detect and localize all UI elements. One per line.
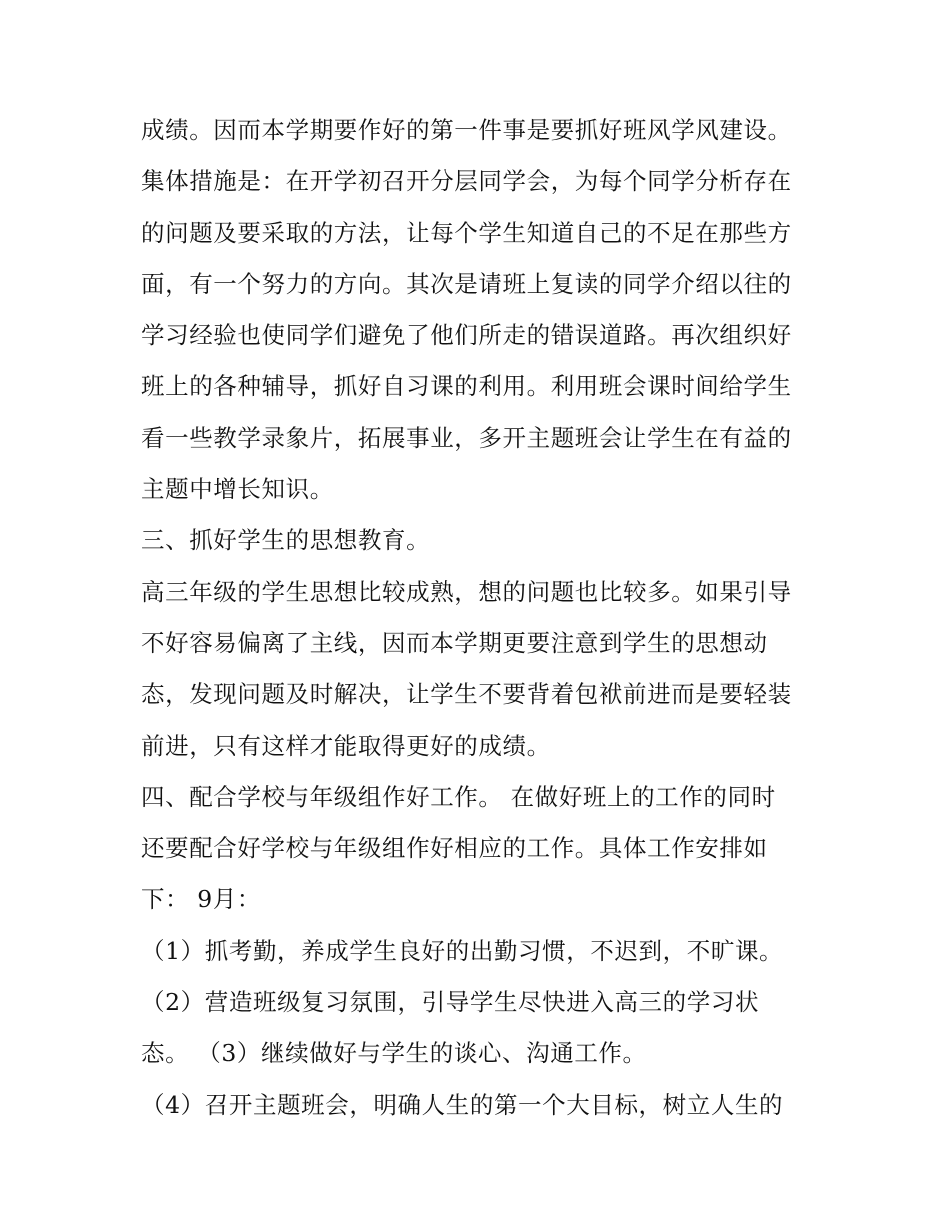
text-line: 主题中增长知识。 — [141, 475, 334, 504]
section-heading: 四、配合学校与年级组作好工作。 在做好班上的工作的同时 — [141, 782, 776, 811]
list-item: （1）抓考勤，养成学生良好的出勤习惯，不迟到，不旷课。 — [141, 936, 784, 965]
text-line: 不好容易偏离了主线，因而本学期更要注意到学生的思想动 — [141, 628, 768, 657]
text-line: 面，有一个努力的方向。其次是请班上复读的同学介绍以往的 — [141, 269, 792, 298]
section-heading: 三、抓好学生的思想教育。 — [141, 526, 431, 555]
list-item: （2）营造班级复习氛围，引导学生尽快进入高三的学习状 — [141, 988, 760, 1017]
text-line: 还要配合好学校与年级组作好相应的工作。具体工作安排如 — [141, 834, 768, 863]
text-line: 成绩。因而本学期要作好的第一件事是要抓好班风学风建设。 — [141, 116, 792, 144]
list-item: （4）召开主题班会，明确人生的第一个大目标，树立人生的 — [141, 1090, 784, 1119]
document-body — [141, 105, 821, 1131]
text-line: 集体措施是：在开学初召开分层同学会，为每个同学分析存在 — [141, 167, 792, 196]
list-item: 态。 （3）继续做好与学生的谈心、沟通工作。 — [141, 1039, 647, 1068]
text-line: 态，发现问题及时解决，让学生不要背着包袱前进而是要轻装 — [141, 680, 792, 709]
text-line: 看一些教学录象片，拓展事业，多开主题班会让学生在有益的 — [141, 423, 792, 452]
text-line: 的问题及要采取的方法，让每个学生知道自己的不足在那些方 — [141, 218, 792, 247]
text-line: 学习经验也使同学们避免了他们所走的错误道路。再次组织好 — [141, 321, 792, 350]
text-line: 前进，只有这样才能取得更好的成绩。 — [141, 731, 551, 760]
text-line: 班上的各种辅导，抓好自习课的利用。利用班会课时间给学生 — [141, 372, 792, 401]
text-line: 高三年级的学生思想比较成熟，想的问题也比较多。如果引导 — [141, 577, 792, 606]
text-line: 下： 9月： — [141, 885, 262, 914]
